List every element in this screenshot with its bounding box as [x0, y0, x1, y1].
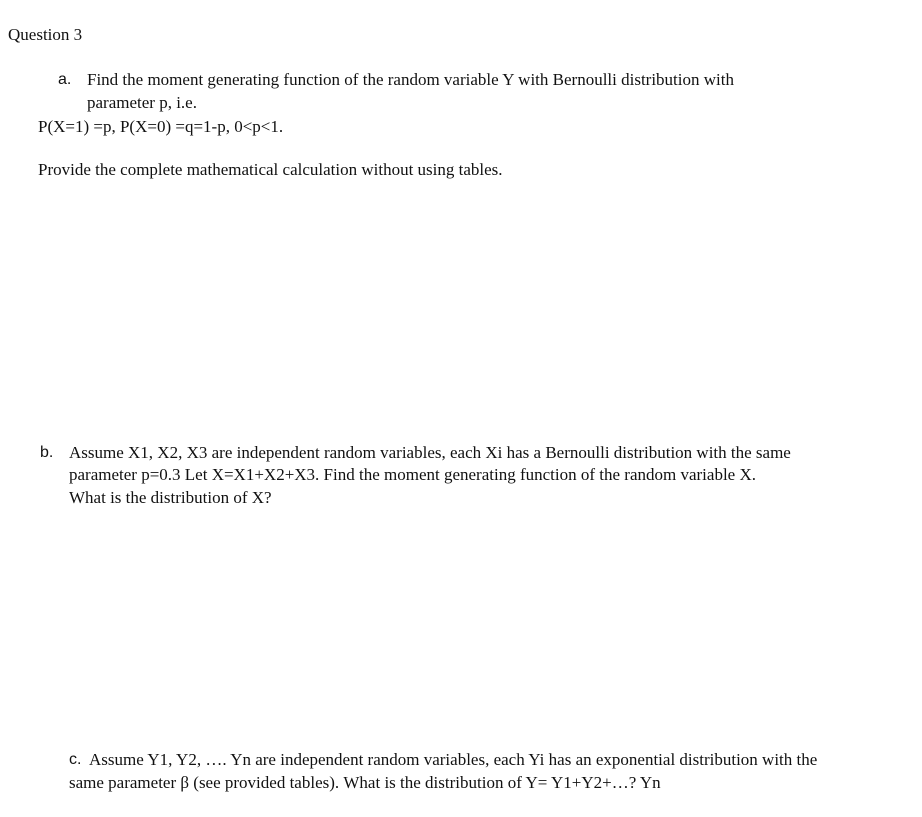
part-a-formula: P(X=1) =p, P(X=0) =q=1-p, 0<p<1. — [38, 117, 284, 136]
part-b-line-2: parameter p=0.3 Let X=X1+X2+X3. Find the moment generating function of the random variable X. — [69, 465, 756, 484]
part-a-line-2: parameter p, i.e. — [87, 93, 197, 112]
part-a-instruction: Provide the complete mathematical calculation without using tables. — [38, 160, 503, 179]
part-b-label: b. — [40, 444, 54, 461]
part-b-line-1: Assume X1, X2, X3 are independent random variables, each Xi has a Bernoulli distribution with the same — [69, 443, 791, 462]
question-title: Question 3 — [8, 25, 83, 44]
part-a-line-1: Find the moment generating function of the random variable Y with Bernoulli distribution with — [87, 70, 734, 89]
part-b-line-3: What is the distribution of X? — [69, 488, 272, 507]
part-c-label: c. — [69, 751, 82, 768]
part-c-line-1: Assume Y1, Y2, …. Yn are independent random variables, each Yi has an exponential distribution with the — [89, 750, 818, 769]
part-a-label: a. — [58, 71, 72, 88]
part-c-line-2: same parameter β (see provided tables). What is the distribution of Y= Y1+Y2+…? Yn — [69, 773, 661, 792]
